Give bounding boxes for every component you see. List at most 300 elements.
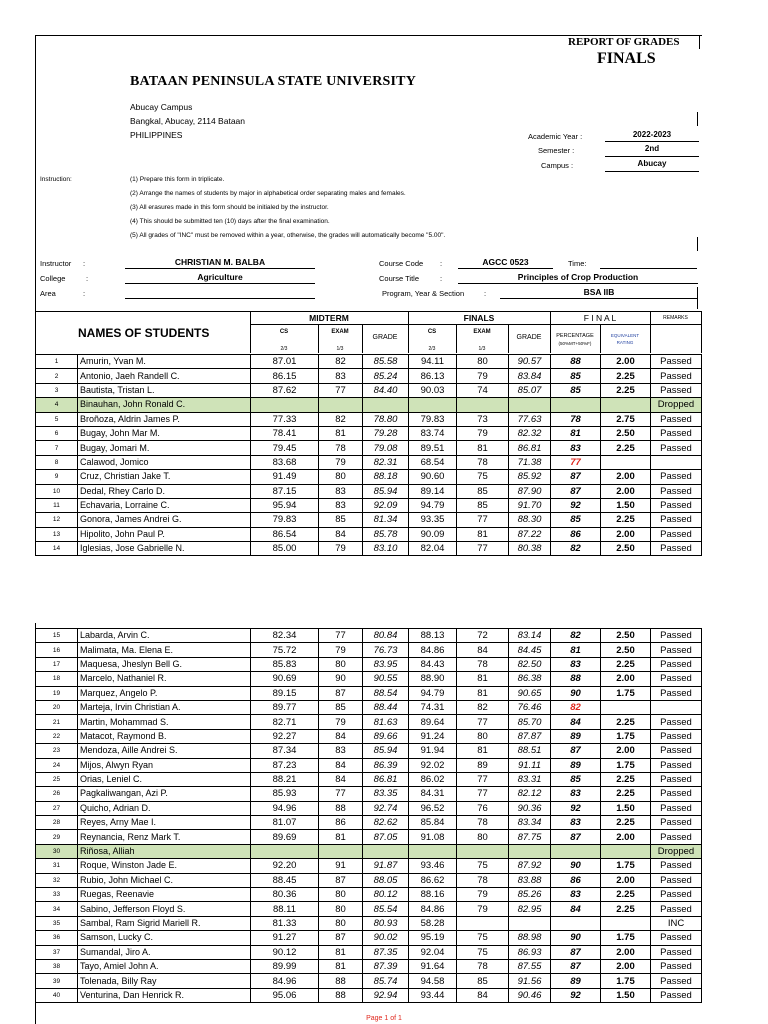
program-label: Program, Year & Section <box>382 289 465 298</box>
finals-grade: 76.46 <box>509 700 551 714</box>
remarks: Passed <box>651 686 702 700</box>
finals-cs: 94.58 <box>409 974 457 988</box>
equivalent-rating: 2.00 <box>601 945 651 959</box>
midterm-grade: 87.39 <box>363 959 409 973</box>
final-percentage: 90 <box>551 686 601 700</box>
table-row <box>36 959 702 973</box>
finals-exam: 80 <box>457 355 509 369</box>
final-header: F I N A L <box>583 313 617 323</box>
finals-cs: 93.35 <box>409 513 457 527</box>
equivalent-rating <box>601 700 651 714</box>
midterm-cs: 85.93 <box>251 787 319 801</box>
remarks: Passed <box>651 498 702 512</box>
student-number: 2 <box>36 369 78 383</box>
colon: : <box>83 259 86 268</box>
final-percentage: 87 <box>551 945 601 959</box>
midterm-cs: 92.20 <box>251 859 319 873</box>
colon: : <box>484 289 487 298</box>
finals-exam <box>457 916 509 930</box>
student-number: 35 <box>36 916 78 930</box>
remarks: Passed <box>651 729 702 743</box>
table-row <box>36 643 702 657</box>
table-row <box>36 873 702 887</box>
final-percentage: 86 <box>551 527 601 541</box>
equivalent-rating: 1.50 <box>601 498 651 512</box>
midterm-exam: 82 <box>319 355 363 369</box>
midterm-grade: 81.34 <box>363 513 409 527</box>
finals-cs: 86.02 <box>409 772 457 786</box>
college-value: Agriculture <box>197 272 243 282</box>
equivalent-rating: 1.75 <box>601 931 651 945</box>
finals-grade: 84.45 <box>509 643 551 657</box>
course-code-label: Course Code <box>379 259 424 268</box>
table-row <box>36 484 702 498</box>
midterm-grade: 82.62 <box>363 816 409 830</box>
equivalent-rating: 2.25 <box>601 657 651 671</box>
final-percentage: 87 <box>551 470 601 484</box>
remarks: Passed <box>651 369 702 383</box>
student-number: 29 <box>36 830 78 844</box>
midterm-exam: 84 <box>319 527 363 541</box>
midterm-grade: 90.02 <box>363 931 409 945</box>
midterm-grade: 88.18 <box>363 470 409 484</box>
midterm-exam: 81 <box>319 959 363 973</box>
final-percentage: 83 <box>551 787 601 801</box>
remarks: Passed <box>651 988 702 1002</box>
table-row <box>36 369 702 383</box>
table-row <box>36 772 702 786</box>
finals-grade: 91.11 <box>509 758 551 772</box>
student-name: Marteja, Irvin Christian A. <box>78 700 251 714</box>
midterm-grade: 83.95 <box>363 657 409 671</box>
student-name: Venturina, Dan Henrick R. <box>78 988 251 1002</box>
final-percentage <box>551 916 601 930</box>
midterm-grade <box>363 844 409 858</box>
midterm-cs: 79.45 <box>251 441 319 455</box>
equivalent-rating: 1.75 <box>601 859 651 873</box>
midterm-cs: 91.49 <box>251 470 319 484</box>
finals-cs: 83.74 <box>409 426 457 440</box>
student-number: 5 <box>36 412 78 426</box>
midterm-cs: 90.12 <box>251 945 319 959</box>
semester-value: 2nd <box>644 144 660 153</box>
finals-exam: 85 <box>457 498 509 512</box>
equivalent-rating: 2.00 <box>601 959 651 973</box>
finals-exam: 84 <box>457 988 509 1002</box>
finals-cs: 95.19 <box>409 931 457 945</box>
finals-cs: 85.84 <box>409 816 457 830</box>
equivalent-rating: 1.75 <box>601 974 651 988</box>
final-percentage: 81 <box>551 426 601 440</box>
finals-grade: 90.46 <box>509 988 551 1002</box>
finals-exam: 85 <box>457 484 509 498</box>
instruction-2: (2) Arrange the names of students by major in alphabetical order separating males and females. <box>130 190 406 197</box>
remarks: Passed <box>651 643 702 657</box>
equivalent-rating: 2.25 <box>601 902 651 916</box>
finals-exam: 77 <box>457 787 509 801</box>
report-subtitle: FINALS <box>597 50 656 67</box>
midterm-exam: 87 <box>319 873 363 887</box>
grades-table-page1 <box>35 354 702 556</box>
midterm-grade: 80.84 <box>363 629 409 643</box>
table-row <box>36 412 702 426</box>
finals-cs: 94.11 <box>409 355 457 369</box>
equivalent-rating: 1.75 <box>601 729 651 743</box>
finals-exam: 73 <box>457 412 509 426</box>
finals-exam: 72 <box>457 629 509 643</box>
student-name: Mendoza, Aille Andrei S. <box>78 744 251 758</box>
finals-grade: 87.75 <box>509 830 551 844</box>
finals-grade: 80.38 <box>509 542 551 556</box>
finals-cs: 92.04 <box>409 945 457 959</box>
final-percentage: 85 <box>551 383 601 397</box>
table-row <box>36 498 702 512</box>
student-name: Iglesias, Jose Gabrielle N. <box>78 542 251 556</box>
final-percentage: 82 <box>551 542 601 556</box>
finals-grade <box>509 398 551 412</box>
finals-cs <box>409 844 457 858</box>
student-name: Cruz, Christian Jake T. <box>78 470 251 484</box>
finals-grade: 90.57 <box>509 355 551 369</box>
midterm-cs: 92.27 <box>251 729 319 743</box>
midterm-cs <box>251 844 319 858</box>
midterm-exam: 83 <box>319 484 363 498</box>
midterm-grade: 91.87 <box>363 859 409 873</box>
midterm-exam: 87 <box>319 686 363 700</box>
colon: : <box>440 274 443 283</box>
campus-value: Abucay <box>637 159 667 168</box>
midterm-cs: 88.21 <box>251 772 319 786</box>
table-row <box>36 383 702 397</box>
midterm-grade: 92.94 <box>363 988 409 1002</box>
midterm-grade: 89.66 <box>363 729 409 743</box>
finals-exam: 78 <box>457 816 509 830</box>
finals-grade: 85.07 <box>509 383 551 397</box>
area-label: Area <box>40 289 56 298</box>
student-name: Martin, Mohammad S. <box>78 715 251 729</box>
colon: : <box>83 289 86 298</box>
finals-cs: 82.04 <box>409 542 457 556</box>
equivalent-rating: 2.25 <box>601 816 651 830</box>
student-number: 25 <box>36 772 78 786</box>
midterm-exam: 80 <box>319 657 363 671</box>
final-percentage: 84 <box>551 902 601 916</box>
course-title-label: Course Title <box>379 274 420 283</box>
finals-cs: 84.43 <box>409 657 457 671</box>
midterm-exam: 78 <box>319 441 363 455</box>
final-percentage: 84 <box>551 715 601 729</box>
final-percentage: 86 <box>551 873 601 887</box>
final-percentage: 88 <box>551 672 601 686</box>
midterm-grade: 92.74 <box>363 801 409 815</box>
midterm-exam: 80 <box>319 902 363 916</box>
finals-grade: 88.30 <box>509 513 551 527</box>
midterm-grade: 83.35 <box>363 787 409 801</box>
finals-grade <box>509 916 551 930</box>
equivalent-rating: 2.50 <box>601 643 651 657</box>
finals-header: FINALS <box>463 313 495 323</box>
midterm-cs: 82.34 <box>251 629 319 643</box>
midterm-grade: 76.73 <box>363 643 409 657</box>
page-footer: Page 1 of 1 <box>366 1015 402 1022</box>
midterm-cs: 94.96 <box>251 801 319 815</box>
table-row <box>36 398 702 412</box>
remarks: Passed <box>651 772 702 786</box>
finals-exam: 77 <box>457 772 509 786</box>
midterm-cs: 77.33 <box>251 412 319 426</box>
equivalent-rating: 2.00 <box>601 355 651 369</box>
midterm-cs: 89.99 <box>251 959 319 973</box>
remarks: Passed <box>651 672 702 686</box>
report-title: REPORT OF GRADES <box>568 36 680 48</box>
final-percentage: 85 <box>551 369 601 383</box>
finals-cs: 89.51 <box>409 441 457 455</box>
student-name: Reyes, Arny Mae I. <box>78 816 251 830</box>
midterm-exam <box>319 844 363 858</box>
finals-exam: 79 <box>457 369 509 383</box>
finals-cs: 90.60 <box>409 470 457 484</box>
remarks: Passed <box>651 974 702 988</box>
midterm-grade: 85.94 <box>363 744 409 758</box>
table-row <box>36 931 702 945</box>
equivalent-rating: 2.50 <box>601 426 651 440</box>
table-row <box>36 859 702 873</box>
midterm-exam: 82 <box>319 412 363 426</box>
finals-cs: 93.46 <box>409 859 457 873</box>
finals-exam: 75 <box>457 470 509 484</box>
finals-cs: 90.09 <box>409 527 457 541</box>
finals-cs: 74.31 <box>409 700 457 714</box>
finals-grade: 87.22 <box>509 527 551 541</box>
student-name: Bautista, Tristan L. <box>78 383 251 397</box>
time-label: Time: <box>568 259 587 268</box>
finals-grade: 77.63 <box>509 412 551 426</box>
remarks: Dropped <box>651 398 702 412</box>
midterm-exam: 83 <box>319 369 363 383</box>
midterm-grade: 87.05 <box>363 830 409 844</box>
finals-grade: 90.36 <box>509 801 551 815</box>
finals-exam: 77 <box>457 513 509 527</box>
midterm-grade: 78.80 <box>363 412 409 426</box>
midterm-grade: 88.54 <box>363 686 409 700</box>
finals-cs <box>409 398 457 412</box>
student-name: Broñoza, Aldrin James P. <box>78 412 251 426</box>
student-number: 9 <box>36 470 78 484</box>
student-name: Rubio, John Michael C. <box>78 873 251 887</box>
table-row <box>36 470 702 484</box>
student-name: Marcelo, Nathaniel R. <box>78 672 251 686</box>
address-line: Bangkal, Abucay, 2114 Bataan <box>130 116 245 126</box>
table-row <box>36 441 702 455</box>
final-percentage: 90 <box>551 931 601 945</box>
midterm-grade: 86.81 <box>363 772 409 786</box>
midterm-cs: 87.34 <box>251 744 319 758</box>
remarks: Passed <box>651 426 702 440</box>
table-row <box>36 629 702 643</box>
final-percentage: 81 <box>551 643 601 657</box>
equivalent-rating: 2.00 <box>601 744 651 758</box>
cs-header: CS <box>279 329 289 335</box>
finals-exam: 82 <box>457 700 509 714</box>
academic-year-value: 2022-2023 <box>632 130 672 139</box>
midterm-exam: 84 <box>319 729 363 743</box>
midterm-grade: 80.12 <box>363 888 409 902</box>
table-row <box>36 816 702 830</box>
table-row <box>36 657 702 671</box>
campus-line: Abucay Campus <box>130 102 193 112</box>
equivalent-rating: 2.00 <box>601 873 651 887</box>
finals-exam: 74 <box>457 383 509 397</box>
midterm-cs <box>251 398 319 412</box>
student-number: 27 <box>36 801 78 815</box>
remarks: Passed <box>651 513 702 527</box>
student-number: 11 <box>36 498 78 512</box>
midterm-grade: 82.31 <box>363 455 409 469</box>
student-name: Sabino, Jefferson Floyd S. <box>78 902 251 916</box>
remarks: Passed <box>651 355 702 369</box>
midterm-grade: 80.93 <box>363 916 409 930</box>
midterm-cs: 87.01 <box>251 355 319 369</box>
student-name: Gonora, James Andrei G. <box>78 513 251 527</box>
instruction-label: Instruction: <box>40 176 72 183</box>
finals-cs: 90.03 <box>409 383 457 397</box>
course-title-value: Principles of Crop Production <box>517 272 639 282</box>
student-name: Dedal, Rhey Carlo D. <box>78 484 251 498</box>
table-row <box>36 888 702 902</box>
finals-exam: 81 <box>457 744 509 758</box>
remarks: Passed <box>651 383 702 397</box>
instruction-3: (3) All erasures made in this form should be initialed by the instructor. <box>130 204 329 211</box>
student-number: 33 <box>36 888 78 902</box>
equivalent-rating: 2.25 <box>601 772 651 786</box>
midterm-cs: 88.11 <box>251 902 319 916</box>
final-percentage: 83 <box>551 657 601 671</box>
equivalent-rating <box>601 916 651 930</box>
finals-exam <box>457 844 509 858</box>
remarks: Passed <box>651 758 702 772</box>
colon: : <box>86 274 89 283</box>
college-label: College <box>40 274 66 283</box>
midterm-exam: 83 <box>319 498 363 512</box>
equivalent-rating: 2.25 <box>601 383 651 397</box>
student-number: 36 <box>36 931 78 945</box>
finals-grade: 82.50 <box>509 657 551 671</box>
midterm-exam: 80 <box>319 470 363 484</box>
campus-label: Campus : <box>541 161 574 170</box>
midterm-exam: 77 <box>319 787 363 801</box>
table-row <box>36 744 702 758</box>
midterm-exam: 84 <box>319 772 363 786</box>
course-code-value: AGCC 0523 <box>482 257 529 267</box>
table-row <box>36 974 702 988</box>
remarks: Passed <box>651 945 702 959</box>
midterm-cs: 87.62 <box>251 383 319 397</box>
midterm-grade: 85.54 <box>363 902 409 916</box>
table-row <box>36 902 702 916</box>
final-percentage: 87 <box>551 484 601 498</box>
finals-cs: 91.08 <box>409 830 457 844</box>
midterm-grade: 87.35 <box>363 945 409 959</box>
finals-exam: 80 <box>457 729 509 743</box>
student-number: 30 <box>36 844 78 858</box>
finals-exam: 89 <box>457 758 509 772</box>
student-number: 12 <box>36 513 78 527</box>
finals-grade: 91.70 <box>509 498 551 512</box>
midterm-cs: 95.94 <box>251 498 319 512</box>
weight-label: 2/3 <box>280 346 288 352</box>
remarks: Passed <box>651 959 702 973</box>
exam-header: EXAM <box>331 329 349 335</box>
midterm-grade: 86.39 <box>363 758 409 772</box>
student-name: Bugay, Jomari M. <box>78 441 251 455</box>
equivalent-rating: 2.25 <box>601 715 651 729</box>
grades-table-page2 <box>35 628 702 1003</box>
finals-cs: 92.02 <box>409 758 457 772</box>
midterm-cs: 83.68 <box>251 455 319 469</box>
finals-cs: 84.31 <box>409 787 457 801</box>
midterm-cs: 81.07 <box>251 816 319 830</box>
student-name: Amurin, Yvan M. <box>78 355 251 369</box>
remarks: Passed <box>651 412 702 426</box>
final-percentage: 83 <box>551 888 601 902</box>
finals-cs: 89.14 <box>409 484 457 498</box>
final-percentage: 87 <box>551 959 601 973</box>
midterm-cs: 85.83 <box>251 657 319 671</box>
finals-cs: 84.86 <box>409 643 457 657</box>
student-number: 34 <box>36 902 78 916</box>
finals-exam: 77 <box>457 715 509 729</box>
midterm-grade: 85.78 <box>363 527 409 541</box>
midterm-exam: 79 <box>319 715 363 729</box>
midterm-cs: 79.83 <box>251 513 319 527</box>
student-number: 14 <box>36 542 78 556</box>
table-row <box>36 729 702 743</box>
midterm-cs: 86.54 <box>251 527 319 541</box>
table-row <box>36 672 702 686</box>
midterm-exam: 86 <box>319 816 363 830</box>
remarks: Passed <box>651 715 702 729</box>
finals-grade: 86.81 <box>509 441 551 455</box>
midterm-exam: 87 <box>319 931 363 945</box>
remarks-header: REMARKS <box>663 315 688 321</box>
final-percentage <box>551 844 601 858</box>
final-percentage: 78 <box>551 412 601 426</box>
student-number: 6 <box>36 426 78 440</box>
table-row <box>36 787 702 801</box>
remarks: Passed <box>651 657 702 671</box>
student-name: Quicho, Adrian D. <box>78 801 251 815</box>
remarks: Passed <box>651 830 702 844</box>
percentage-note: (50%MT+50%F) <box>558 341 592 346</box>
final-percentage: 82 <box>551 629 601 643</box>
table-row <box>36 542 702 556</box>
remarks: Passed <box>651 787 702 801</box>
equivalent-rating: 2.00 <box>601 470 651 484</box>
equivalent-rating <box>601 844 651 858</box>
table-row <box>36 527 702 541</box>
remarks: Passed <box>651 527 702 541</box>
midterm-grade: 92.09 <box>363 498 409 512</box>
finals-cs: 94.79 <box>409 498 457 512</box>
student-name: Malimata, Ma. Elena E. <box>78 643 251 657</box>
equivalent-rating: 2.25 <box>601 369 651 383</box>
finals-cs: 91.64 <box>409 959 457 973</box>
student-name: Matacot, Raymond B. <box>78 729 251 743</box>
remarks: Passed <box>651 801 702 815</box>
student-name: Roque, Winston Jade E. <box>78 859 251 873</box>
finals-grade: 90.65 <box>509 686 551 700</box>
student-name: Tolenada, Billy Ray <box>78 974 251 988</box>
